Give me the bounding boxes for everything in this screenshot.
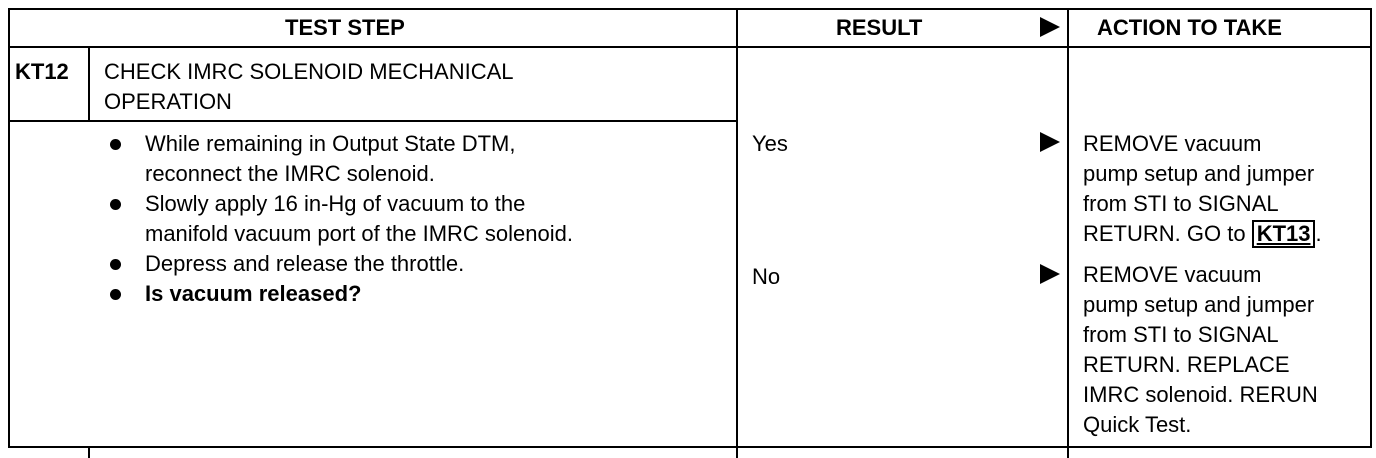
- yes-action-line2: pump setup and jumper: [1083, 161, 1315, 186]
- yes-action-line1: REMOVE vacuum: [1083, 131, 1262, 156]
- header-test-step: TEST STEP: [285, 15, 405, 40]
- bullet-icon: [110, 289, 121, 300]
- action-column-divider: [1067, 8, 1069, 458]
- step-title-bottom-border: [8, 120, 736, 122]
- instruction-4-line1: Is vacuum released?: [145, 281, 362, 306]
- table-bottom-border: [8, 446, 1372, 448]
- result-column-divider: [736, 8, 738, 458]
- step-id-divider: [88, 46, 90, 122]
- step-title-line2: OPERATION: [104, 89, 232, 114]
- header-bottom-border: [8, 46, 1372, 48]
- yes-action-prefix: RETURN. GO to: [1083, 221, 1252, 246]
- instruction-3-line1: Depress and release the throttle.: [145, 251, 465, 276]
- step-reference-link[interactable]: KT13: [1252, 220, 1316, 248]
- table-left-border: [8, 8, 10, 448]
- yes-action-suffix: .: [1315, 221, 1322, 246]
- step-id-tick: [88, 446, 90, 458]
- yes-action-line4: [1083, 219, 1322, 249]
- bullet-icon: [110, 199, 121, 210]
- no-action-line5: IMRC solenoid. RERUN: [1083, 382, 1318, 407]
- yes-action-line3: from STI to SIGNAL: [1083, 191, 1279, 216]
- instruction-2-line1: Slowly apply 16 in-Hg of vacuum to the: [145, 191, 526, 216]
- table-top-border: [8, 8, 1372, 10]
- instruction-1-line2: reconnect the IMRC solenoid.: [145, 161, 435, 186]
- result-yes-arrow-icon: [1040, 132, 1060, 152]
- header-result: RESULT: [836, 15, 923, 40]
- step-title-line1: CHECK IMRC SOLENOID MECHANICAL: [104, 59, 514, 84]
- instruction-1-line1: While remaining in Output State DTM,: [145, 131, 516, 156]
- no-action-line6: Quick Test.: [1083, 412, 1192, 437]
- result-yes-label: Yes: [752, 131, 788, 156]
- result-no-label: No: [752, 264, 781, 289]
- no-action-line1: REMOVE vacuum: [1083, 262, 1262, 287]
- header-action: ACTION TO TAKE: [1097, 15, 1282, 40]
- instruction-2-line2: manifold vacuum port of the IMRC solenoid.: [145, 221, 573, 246]
- no-action-line3: from STI to SIGNAL: [1083, 322, 1279, 347]
- table-right-border: [1370, 8, 1372, 448]
- bullet-icon: [110, 259, 121, 270]
- header-arrow-icon: [1040, 17, 1060, 37]
- step-id: KT12: [15, 59, 69, 84]
- no-action-line2: pump setup and jumper: [1083, 292, 1315, 317]
- bullet-icon: [110, 139, 121, 150]
- no-action-line4: RETURN. REPLACE: [1083, 352, 1290, 377]
- result-no-arrow-icon: [1040, 264, 1060, 284]
